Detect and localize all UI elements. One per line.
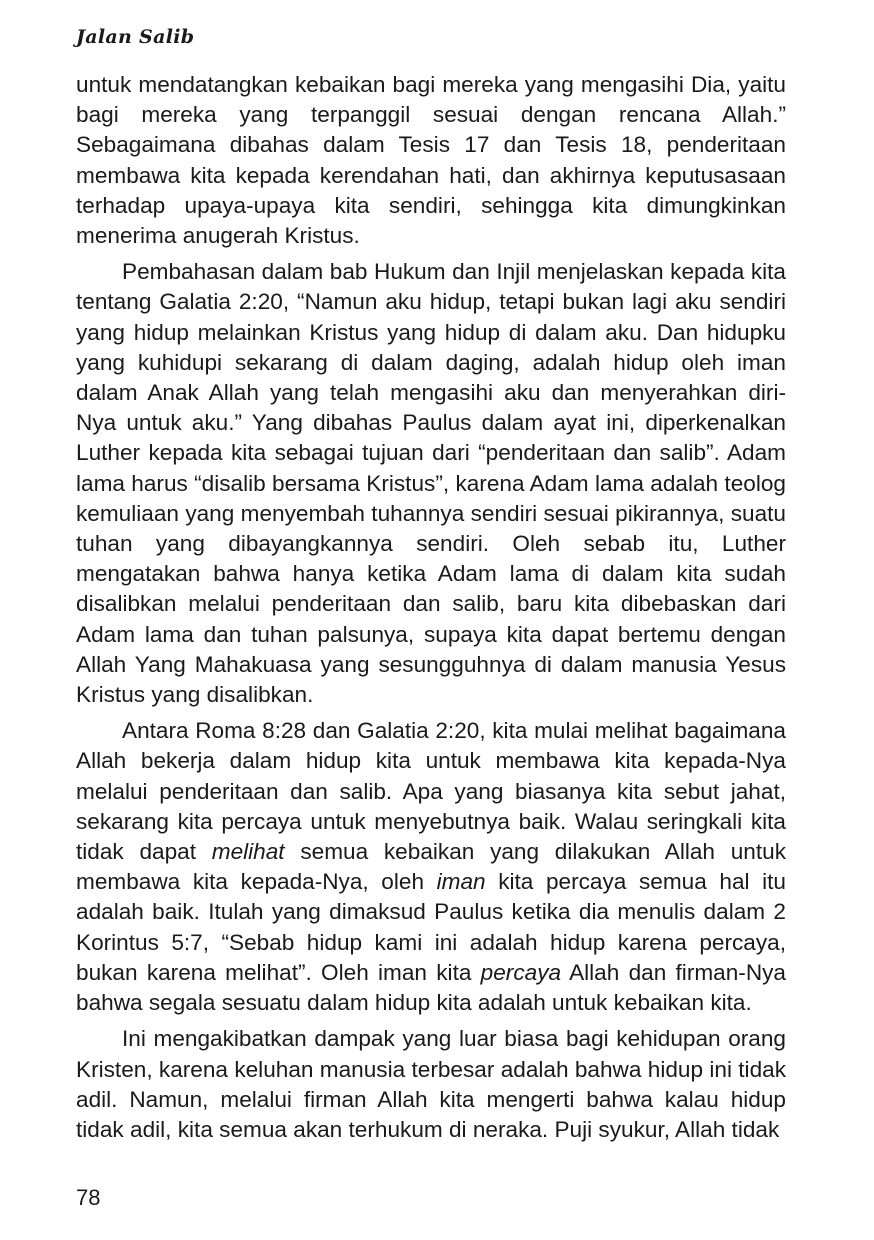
- paragraph-2: Pembahasan dalam bab Hukum dan Injil menjelaskan kepada kita tentang Galatia 2:20, “Namun aku hidup, tetapi bukan lagi aku sendiri yang hidup melainkan Kristus yang hidup di dalam aku. Dan hidupku yang kuhidupi sekarang di dalam daging, adalah hidup oleh iman dalam Anak Allah yang telah mengasihi aku dan menyerahkan diri- Nya untuk aku.” Yang dibahas Paulus dalam ayat ini, diperkenalkan Luther kepada kita sebagai tujuan dari “penderitaan dan salib”. Adam lama harus “disalib bersama Kristus”, karena Adam lama adalah teolog kemuliaan yang menyembah tuhannya sendiri sesuai pikirannya, suatu tuhan yang dibayangkannya sendiri. Oleh sebab itu, Luther mengatakan bahwa hanya ketika Adam lama di dalam kita sudah disalibkan melalui penderitaan dan salib, baru kita dibebaskan dari Adam lama dan tuhan palsunya, supaya kita dapat bertemu dengan Allah Yang Mahakuasa yang sesungguhnya di dalam manusia Yesus Kristus yang disalibkan.: [76, 259, 786, 708]
- paragraph-3-emphasis-percaya: percaya: [480, 959, 562, 985]
- paragraph-3-text-d: Allah dan firman-Nya bahwa segala sesuatu dalam hidup kita adalah untuk kebaikan kita.: [76, 959, 786, 1016]
- paragraph-3-emphasis-iman: iman: [436, 869, 486, 895]
- body-text: [76, 70, 786, 1151]
- paragraph-3-text-a: Antara Roma 8:28 dan Galatia 2:20, kita mulai melihat bagaimana Allah bekerja dalam hidup kita untuk membawa kita kepada-Nya melalui penderitaan dan salib. Apa yang biasanya kita sebut jahat, sekarang kita percaya untuk menyebutnya baik. Walau seringkali kita tidak dapat: [76, 718, 786, 865]
- paragraph-1: untuk mendatangkan kebaikan bagi mereka yang mengasihi Dia, yaitu bagi mereka yang terpanggil sesuai dengan rencana Allah.” Sebagaimana dibahas dalam Tesis 17 dan Tesis 18, penderitaan membawa kita kepada kerendahan hati, dan akhirnya keputusasaan terhadap upaya-upaya kita sendiri, sehingga kita dimungkinkan menerima anugerah Kristus.: [76, 72, 786, 249]
- paragraph-3-emphasis-melihat: melihat: [211, 839, 285, 865]
- page-number: 78: [76, 1185, 101, 1210]
- paragraph-3-text-b: semua kebaikan yang dilakukan Allah untuk membawa kita kepada-Nya, oleh: [76, 839, 786, 895]
- running-header-title: Jalan Salib: [76, 26, 195, 48]
- paragraph-4: Ini mengakibatkan dampak yang luar biasa bagi kehidupan orang Kristen, karena keluhan manusia terbesar adalah bahwa hidup ini tidak adil. Namun, melalui firman Allah kita mengerti bahwa kalau hidup tidak adil, kita semua akan terhukum di neraka. Puji syukur, Allah tidak: [76, 1026, 786, 1142]
- paragraph-3: [76, 716, 786, 1018]
- paragraph-3-text-c: kita percaya semua hal itu adalah baik. Itulah yang dimaksud Paulus ketika dia menulis dalam 2 Korintus 5:7, “Sebab hidup kami ini adalah hidup karena percaya, bukan karena melihat”. Oleh iman kita: [76, 869, 786, 985]
